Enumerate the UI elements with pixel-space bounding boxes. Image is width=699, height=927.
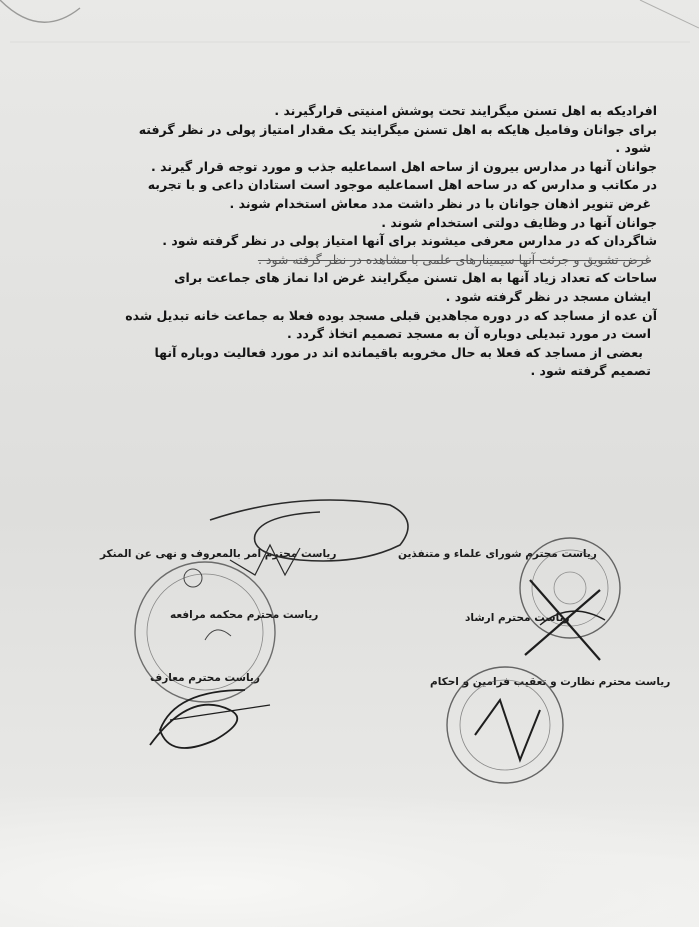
document-line: ساحات که تعداد زیاد آنها به اهل تسنن میگرایند غرض ادا نماز های جماعت برای: [174, 270, 657, 286]
document-line: بعضی از مساجد که فعلا به حال مخروبه باقیمانده اند در مورد فعالیت دوباره آنها: [154, 344, 643, 360]
signatory-label-appeals-court: ریاست محترم محکمه مرافعه: [170, 609, 319, 621]
document-line: است در مورد تبدیلی دوباره آن به مسجد تصمیم اتخاذ گردد .: [286, 326, 651, 342]
document-line: تصمیم گرفته شود .: [530, 363, 651, 379]
signatory-label-vice-virtue: ریاست محترم امر بالمعروف و نهی عن المنکر: [100, 548, 337, 560]
document-line: آن عده از مساجد که در دوره مجاهدین قبلی مسجد بوده فعلا به جماعت خانه تبدیل شده: [125, 307, 657, 323]
torn-paper-bottom: [0, 797, 699, 927]
handwritten-signature-1: [210, 500, 408, 575]
document-line: غرض تنویر اذهان جوانان با در نظر داشت مدد معاش استخدام شوند .: [229, 195, 651, 211]
document-body: [37, 102, 657, 381]
document-line: شاگردان که در مدارس معرفی میشوند برای آنها امتیاز پولی در نظر گرفته شود .: [162, 233, 657, 249]
document-line: جوانان آنها در وظایف دولتی استخدام شوند .: [381, 214, 657, 230]
document-line: افرادیکه به اهل تسنن میگرایند تحت پوشش امنیتی قرارگیرند .: [274, 103, 657, 118]
signatory-label-guidance: ریاست محترم ارشاد: [465, 612, 570, 624]
document-line: ایشان مسجد در نظر گرفته شود .: [445, 288, 651, 304]
document-line: شود .: [615, 140, 651, 156]
document-line: در مکاتب و مدارس که در ساحه اهل اسماعلیه موجود است استادان داعی و با تجربه: [147, 177, 657, 193]
signatory-label-oversight: ریاست محترم نظارت و تعقیب فرامین و احکام: [430, 676, 671, 688]
handwritten-signature-3: [150, 690, 270, 748]
document-line: جوانان آنها در مدارس بیرون از ساحه اهل اسماعلیه جذب و مورد توجه قرار گیرند .: [151, 158, 657, 174]
signatory-label-ulema-council: ریاست محترم شورای علماء و متنفذین: [398, 548, 597, 560]
struck-document-line: غرض تشویق و جرئت آنها سیمینارهای علمی با مشاهده در نظر گرفته شود .: [257, 251, 651, 267]
document-line: برای جوانان وفامیل هایکه به اهل تسنن میگرایند یک مقدار امتیاز پولی در نظر گرفته: [138, 121, 657, 137]
signatory-label-education: ریاست محترم معارف: [150, 672, 260, 684]
